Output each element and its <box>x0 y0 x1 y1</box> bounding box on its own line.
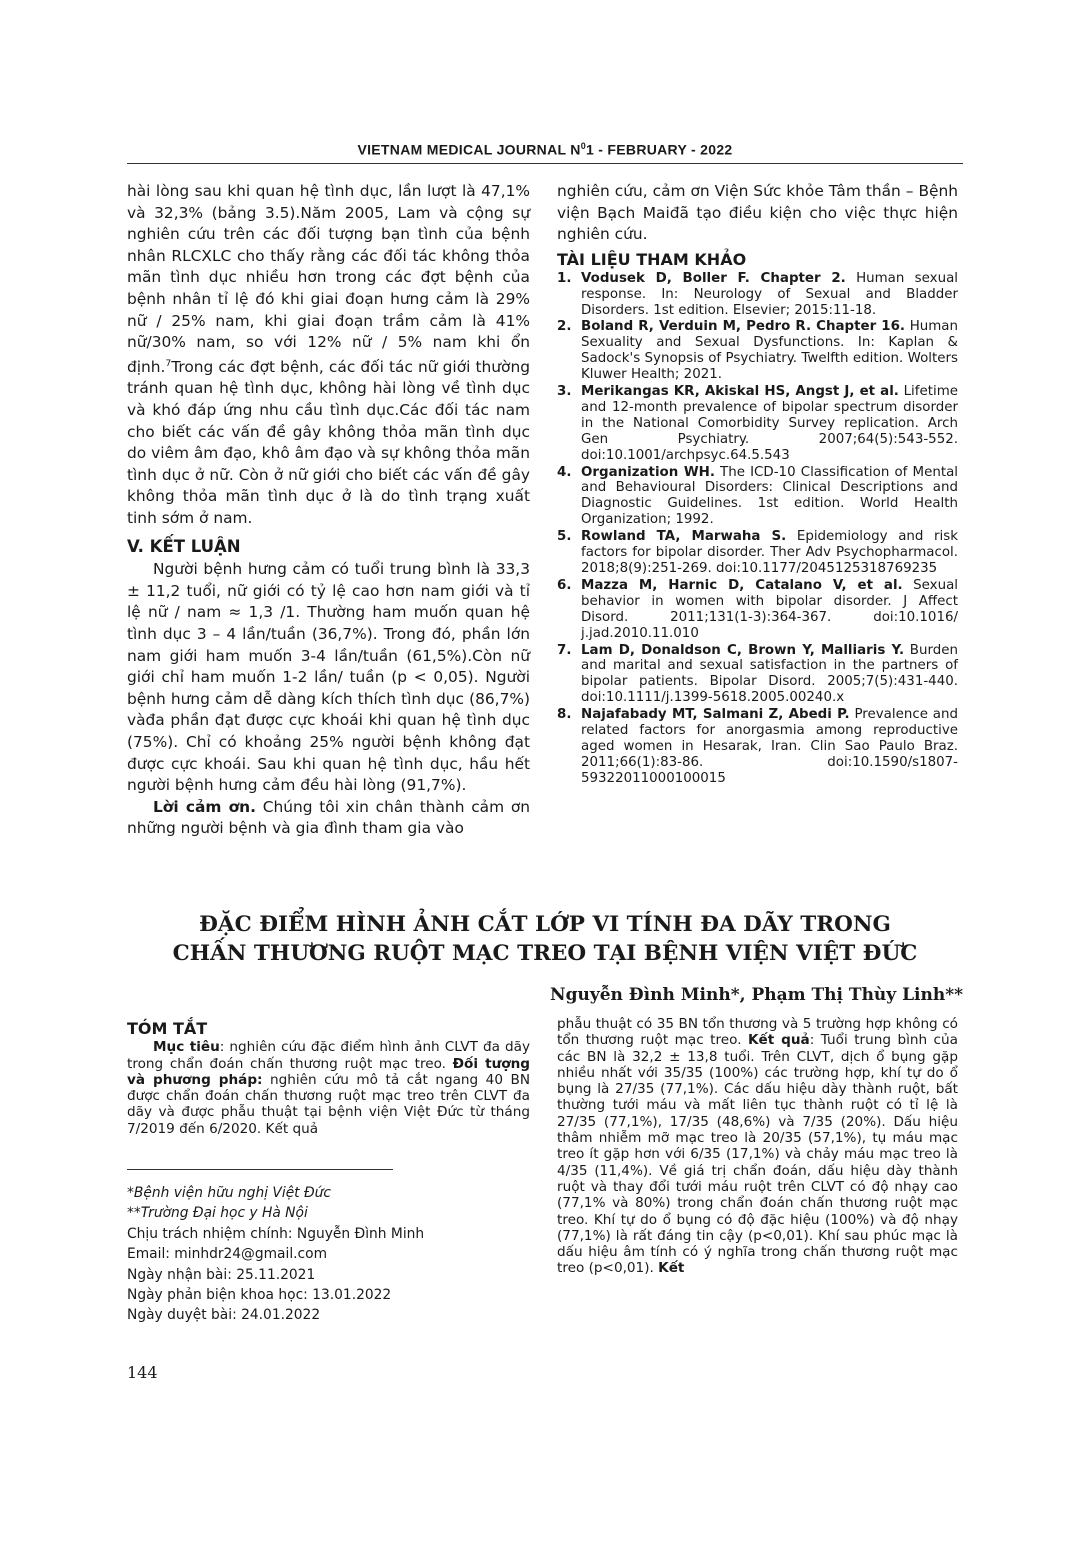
date-reviewed: Ngày phản biện khoa học: 13.01.2022 <box>127 1287 392 1304</box>
reference-authors: Lam D, Donaldson C, Brown Y, Malliaris Y. <box>581 642 905 658</box>
reference-item <box>557 319 958 383</box>
date-received: Ngày nhận bài: 25.11.2021 <box>127 1266 316 1283</box>
reference-text <box>581 384 958 464</box>
reference-authors: Mazza M, Harnic D, Catalano V, et al. <box>581 577 903 593</box>
reference-number: 3. <box>557 384 572 400</box>
reference-item <box>557 465 958 529</box>
reference-list <box>557 271 958 787</box>
reference-authors: Vodusek D, Boller F. Chapter 2. <box>581 270 846 286</box>
header-rule <box>127 163 963 164</box>
abstract-heading: TÓM TẮT <box>127 1019 208 1038</box>
footnote-rule <box>127 1169 393 1170</box>
footnotes <box>127 1183 527 1326</box>
reference-details: Lifetime and 12-month prevalence of bipolar spectrum disorder in the National Comorbidity Survey replication. Arch Gen Psychiatry. 2007;64(5):543-552. doi:10.1001/archpsyc.64.5.543 <box>581 384 958 463</box>
reference-authors: Organization WH. <box>581 464 715 480</box>
conclusion-heading: V. KẾT LUẬN <box>127 536 241 556</box>
reference-details: Human sexual response. In: Neurology of Sexual and Bladder Disorders. 1st edition. Elsevier; 2015:11-18. <box>581 270 958 318</box>
reference-text <box>581 643 958 707</box>
responsible-author: Chịu trách nhiệm chính: Nguyễn Đình Minh <box>127 1225 425 1242</box>
reference-authors: Merikangas KR, Akiskal HS, Angst J, et al. <box>581 384 899 400</box>
abstract-paragraph: Mục tiêu: nghiên cứu đặc điểm hình ảnh CLVT đa dãy trong chẩn đoán chấn thương ruột mạc treo. Đối tượng và phương pháp: nghiên cứu mô tả cắt ngang 40 BN được chẩn đoán chấn thương ruột mạc treo trên CLVT đa dãy và được phẫu thuật tại bệnh viện Việt Đức từ tháng 7/2019 đến 6/2020. Kết quả <box>127 1039 530 1137</box>
acknowledgement-paragraph: Lời cảm ơn. Chúng tôi xin chân thành cảm ơn những người bệnh và gia đình tham gia vào <box>127 797 531 838</box>
reference-text <box>581 707 958 787</box>
reference-text <box>581 271 958 319</box>
date-accepted: Ngày duyệt bài: 24.01.2022 <box>127 1307 321 1324</box>
reference-item <box>557 384 958 464</box>
left-column <box>127 181 530 840</box>
abstract-left <box>127 1021 530 1137</box>
article-title: ĐẶC ĐIỂM HÌNH ẢNH CẮT LỚP VI TÍNH ĐA DÃY TRONG CHẤN THƯƠNG RUỘT MẠC TREO TẠI BỆNH VIỆN VIỆT ĐỨC <box>172 912 918 966</box>
references <box>557 249 959 787</box>
reference-number: 7. <box>557 642 572 658</box>
reference-details: Prevalence and related factors for anorgasmia among reproductive aged women in Hesarak, Iran. Clin Sao Paulo Braz. 2011;66(1):83-86. doi:10.1590/s1807-59322011000100015 <box>581 707 959 786</box>
page-number: 144 <box>127 1363 158 1382</box>
reference-item <box>557 529 958 577</box>
reference-text <box>581 465 958 529</box>
conclusion-paragraph: Người bệnh hưng cảm có tuổi trung bình là 33,3 ± 11,2 tuổi, nữ giới có tỷ lệ cao hơn nam giới và tỉ lệ nữ / nam ≈ 1,3 /1. Thường ham muốn quan hệ tình dục 3 – 4 lần/tuần (36,7%). Trong đó, phần lớn nam giới ham muốn 3-4 lần/tuần (61,5%).Còn nữ giới chỉ ham muốn 1-2 lần/ tuần (p < 0,05). Người bệnh hưng cảm dễ dàng kích thích tình dục (86,7%) vàđa phần đạt được cực khoái khi quan hệ tình dục (75%). Chỉ có khoảng 25% người bệnh không đạt được cực khoái. Sau khi quan hệ tình dục, hầu hết người bệnh hưng cảm đều hài lòng (91,7%). <box>127 560 530 795</box>
discussion-paragraph: hài lòng sau khi quan hệ tình dục, lần lượt là 47,1% và 32,3% (bảng 3.5).Năm 2005, Lam và cộng sự nghiên cứu trên các đối tượng bạn tình của bệnh nhân RLCXLC cho thấy rằng các đối tác không thỏa mãn tình dục nhiều hơn trong các đợt bệnh của bệnh nhân tỉ lệ đó khi giai đoạn hưng cảm là 29% nữ / 25% nam, khi giai đoạn trầm cảm là 41% nữ/30% nam, so với 12% nữ / 5% nam khi ổn định.$^7$Trong các đợt bệnh, các đối tác nữ giới thường tránh quan hệ tình dục, không hài lòng về tình dục và khó đáp ứng nhu cầu tình dục.Các đối tác nam cho biết các vấn đề gây không thỏa mãn tình dục do viêm âm đạo, khô âm đạo và sự không thỏa mãn tình dục ở nữ. Còn ở nữ giới cho biết các vấn đề gây không thỏa mãn tình dục ở là do tình trạng xuất tinh sớm ở nam. <box>127 182 530 528</box>
reference-details: Sexual behavior in women with bipolar disorder. J Affect Disord. 2011;131(1-3):364-367. doi:10.1016/ j.jad.2010.11.010 <box>581 577 958 641</box>
article-authors: Nguyễn Đình Minh*, Phạm Thị Thùy Linh** <box>550 985 963 1005</box>
reference-item <box>557 271 958 319</box>
reference-details: Human Sexuality and Sexual Dysfunctions. In: Kaplan & Sadock's Synopsis of Psychiatry. Twelfth edition. Wolters Kluwer Health; 2021. <box>581 319 958 383</box>
abstract-right <box>557 1016 958 1277</box>
reference-authors: Najafabady MT, Salmani Z, Abedi P. <box>581 707 850 723</box>
reference-number: 8. <box>557 707 572 723</box>
reference-authors: Boland R, Verduin M, Pedro R. Chapter 16. <box>581 319 906 335</box>
acknowledgement-continuation: nghiên cứu, cảm ơn Viện Sức khỏe Tâm thần – Bệnh viện Bạch Maiđã tạo điều kiện cho việc thực hiện nghiên cứu. <box>557 182 958 244</box>
reference-details: Epidemiology and risk factors for bipolar disorder. Ther Adv Psychopharmacol. 2018;8(9):251-269. doi:10.1177/2045125318769235 <box>581 529 958 576</box>
reference-number: 5. <box>557 529 572 545</box>
abstract-continuation: phẫu thuật có 35 BN tổn thương và 5 trường hợp không có tổn thương ruột mạc treo. Kết quả: Tuổi trung bình của các BN là 32,2 ± 13,8 tuổi. Trên CLVT, dịch ổ bụng gặp nhiều nhất với 35/35 (100%) các trường hợp, khí tự do ổ bụng là 27/35 (77,1%). Các dấu hiệu dày thành ruột, bất thường tưới máu và mất liên tục thành ruột có tỉ lệ là 27/35 (77,1%), 17/35 (48,6%) và 7/35 (20%). Dấu hiệu thâm nhiễm mỡ mạc treo là 20/35 (57,1%), tụ máu mạc treo ít gặp hơn với 6/35 (17,1%) và chảy máu mạc treo là 4/35 (11,4%). Về giá trị chẩn đoán, dấu hiệu dày thành ruột và thay đổi tưới máu ruột trên CLVT có độ nhạy cao (77,1% và 80%) trong chẩn đoán chấn thương ruột mạc treo. Khí tự do ổ bụng có độ đặc hiệu (100%) và độ nhạy (77,1%) là rất đáng tin cậy (p<0,01). Khí sau phúc mạc là dấu hiệu âm tính có ý nghĩa trong chấn thương ruột mạc treo (p<0,01). Kết <box>557 1016 958 1277</box>
running-head: VIETNAM MEDICAL JOURNAL $N^01$ - FEBRUARY - 2022 <box>357 141 733 158</box>
reference-details: Burden and marital and sexual satisfaction in the partners of bipolar patients. Bipolar Disord. 2005;7(5):431-440. doi:10.1111/j.1399-5618.2005.00240.x <box>581 642 958 706</box>
reference-item <box>557 707 958 787</box>
reference-number: 2. <box>557 319 572 335</box>
reference-item <box>557 643 958 707</box>
affiliation-2: **Trường Đại học y Hà Nội <box>127 1205 308 1222</box>
author-email: Email: minhdr24@gmail.com <box>127 1246 328 1263</box>
reference-details: The ICD-10 Classification of Mental and Behavioural Disorders: Clinical Descriptions and Diagnostic Guidelines. 1st edition. World Health Organization; 1992. <box>581 464 958 528</box>
right-column <box>557 181 958 788</box>
reference-text <box>581 578 958 642</box>
reference-text <box>581 319 958 383</box>
affiliation-1: *Bệnh viện hữu nghị Việt Đức <box>127 1185 332 1201</box>
reference-number: 1. <box>557 270 572 286</box>
reference-item <box>557 578 958 642</box>
reference-number: 4. <box>557 464 572 480</box>
reference-number: 6. <box>557 577 572 593</box>
references-heading: TÀI LIỆU THAM KHẢO <box>557 249 747 269</box>
reference-authors: Rowland TA, Marwaha S. <box>581 529 787 545</box>
reference-text <box>581 529 958 577</box>
